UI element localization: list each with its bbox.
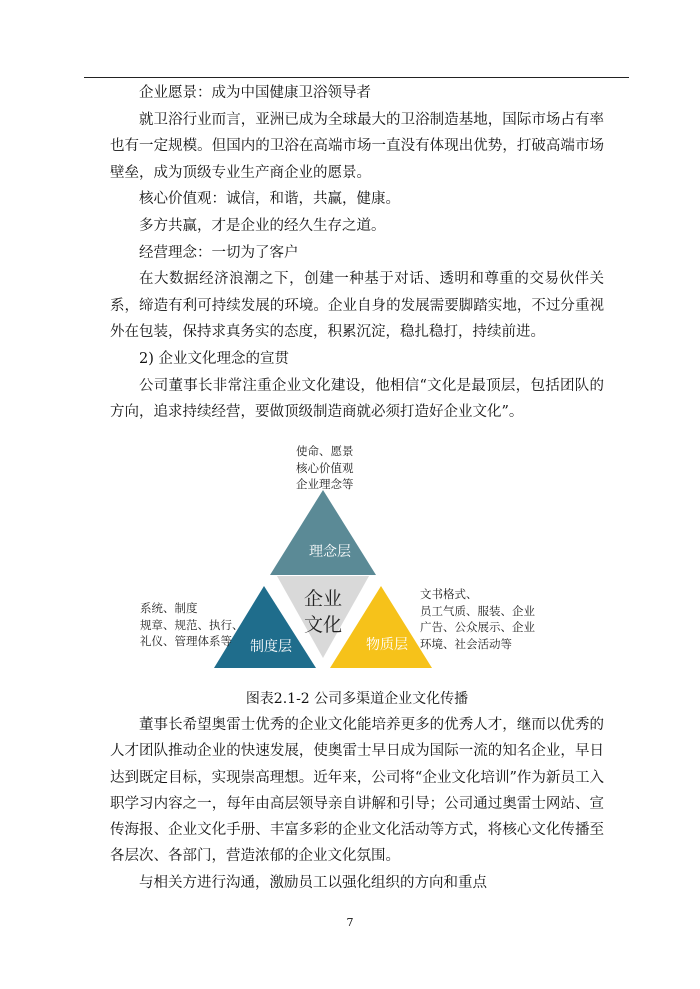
paragraph-core-values: 核心价值观：诚信，和谐，共赢，健康。 [139,191,400,208]
right-note-line: 广告、公众展示、企业 [420,620,535,634]
paragraph-chairman: 公司董事长非常注重企业文化建设，他相信“文化是最顶层，包括团队的方向，追求持续经营，要做顶级制造商就必须打造好企业文化”。 [110,377,604,421]
center-label-line1: 企业 [303,588,343,610]
paragraph-vision-detail: 就卫浴行业而言，亚洲已成为全球最大的卫浴制造基地，国际市场占有率也有一定规模。但国内的卫浴在高端市场一直没有体现出优势，打破高端市场壁垒，成为顶级专业生产商企业的愿景。 [110,111,604,181]
right-layer-label: 物质层 [366,637,408,653]
top-layer-label: 理念层 [309,544,351,560]
left-note-line: 系统、制度 [140,601,198,615]
top-note-line: 使命、愿景 [296,444,354,458]
figure-caption: 图表2.1-2 公司多渠道企业文化传播 [245,691,469,707]
top-note-line: 核心价值观 [296,460,354,475]
paragraph-communication: 与相关方进行沟通，激励员工以强化组织的方向和重点 [139,874,487,891]
paragraph-section-heading: 2) 企业文化理念的宣贯 [139,350,289,367]
paragraph-win-win: 多方共赢，才是企业的经久生存之道。 [139,217,386,234]
right-note [420,586,535,652]
paragraph-chairman-hope: 董事长希望奥雷士优秀的企业文化能培养更多的优秀人才，继而以优秀的人才团队推动企业的快速发展，使奥雷士早日成为国际一流的知名企业，早日达到既定目标，实现崇高理想。近年来，公司将“企业文化培训”作为新员工入职学习内容之一，每年由高层领导亲自讲解和引导；公司通过奥雷士网站、宣传海报、企业文化手册、丰富多彩的企业文化活动等方式，将核心文化传播至各层次、各部门，营造浓郁的企业文化氛围。 [110,717,604,865]
page-number: 7 [346,916,354,929]
center-label-line2: 文化 [303,614,343,636]
top-triangle [270,490,376,575]
right-note-line: 文书格式、 [420,587,478,601]
paragraph-vision: 企业愿景：成为中国健康卫浴领导者 [139,85,371,101]
body-text-upper [110,80,604,426]
header-rule [84,77,629,78]
left-note [140,600,244,650]
left-note-line: 礼仪、管理体系等 [140,634,232,648]
right-note-line: 员工气质、服装、企业 [420,603,535,618]
paragraph-big-data: 在大数据经济浪潮之下，创建一种基于对话、透明和尊重的交易伙伴关系，缔造有利可持续发展的环境。企业自身的发展需要脚踏实地，不过分重视外在包装，保持求真务实的态度，积累沉淀，稳扎稳打，持续前进。 [110,271,604,341]
body-text-lower [110,712,604,896]
left-note-line: 规章、规范、执行、 [140,617,244,632]
culture-triangle-diagram [110,438,604,688]
top-note [296,443,354,493]
right-note-line: 环境、社会活动等 [420,636,512,651]
top-note-line: 企业理念等 [296,477,354,491]
left-layer-label: 制度层 [250,639,292,655]
paragraph-business-philosophy: 经营理念：一切为了客户 [139,244,299,261]
